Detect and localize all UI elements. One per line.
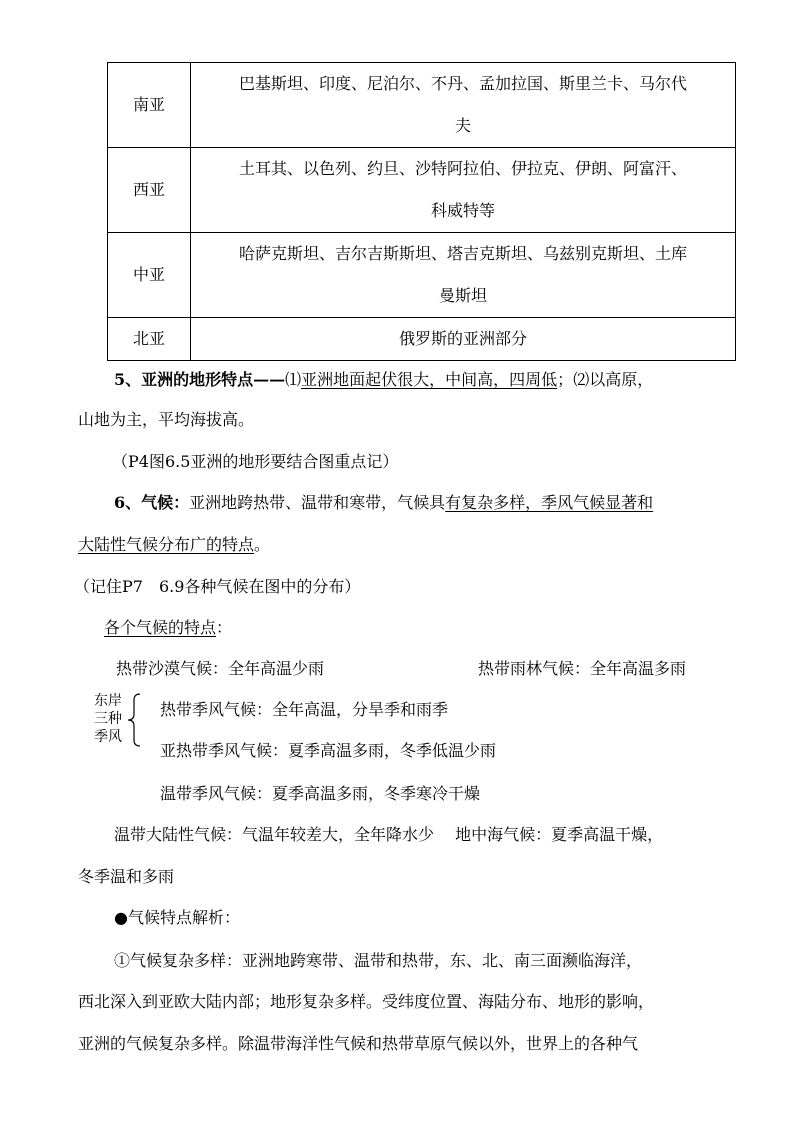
point-2-text: ⑵以高原， [573, 370, 654, 389]
countries-line: 曼斯坦 [438, 286, 487, 305]
point-1-text: 亚洲地面起伏很大，中间高，四周低 [301, 370, 558, 389]
region-country-table [107, 62, 736, 361]
region-cell: 西亚 [108, 148, 191, 233]
countries-cell [191, 148, 736, 233]
section-6-underlined: 大陆性气候分布广的特点 [78, 535, 255, 554]
desert-climate: 热带沙漠气候：全年高温少雨 [116, 659, 325, 678]
countries-cell: 俄罗斯的亚洲部分 [191, 318, 736, 361]
bracket-label-line: 季风 [94, 729, 122, 745]
countries-line: 科威特等 [430, 201, 495, 220]
separator: ； [557, 370, 574, 389]
tropical-monsoon-climate: 热带季风气候：全年高温，分旱季和雨季 [160, 700, 449, 719]
subtropical-monsoon-climate: 亚热带季风气候：夏季高温多雨，冬季低温少雨 [160, 741, 497, 760]
analysis-paragraph-line: 西北深入到亚欧大陆内部；地形复杂多样。受纬度位置、海陆分布、地形的影响， [78, 992, 655, 1011]
countries-line: 土耳其、以色列、约旦、沙特阿拉伯、伊拉克、伊朗、阿富汗、 [238, 159, 687, 178]
curly-brace-icon [126, 692, 142, 748]
section-5-line-2: 山地为主，平均海拔高。 [78, 410, 255, 429]
countries-line: 哈萨克斯坦、吉尔吉斯斯坦、塔吉克斯坦、乌兹别克斯坦、土库 [238, 244, 687, 263]
table-row [108, 318, 736, 361]
region-cell: 中亚 [108, 233, 191, 318]
region-cell: 北亚 [108, 318, 191, 361]
continental-mediterranean-line-1: 温带大陆性气候：气温年较差大，全年降水少 地中海气候：夏季高温干燥， [114, 825, 664, 844]
climates-title [104, 618, 232, 638]
section-5-line-1 [114, 370, 653, 390]
analysis-paragraph-line: ①气候复杂多样：亚洲地跨寒带、温带和热带，东、北、南三面濒临海洋， [114, 951, 643, 970]
section-6-line-1 [114, 493, 653, 513]
table-row [108, 148, 736, 233]
climates-title-text: 各个气候的特点 [104, 618, 217, 637]
section-6-heading: 6、气候： [114, 493, 190, 512]
bracket-label-line: 东岸 [94, 693, 122, 709]
section-6-text: 亚洲地跨热带、温带和寒带，气候具 [189, 493, 446, 512]
table-row [108, 233, 736, 318]
rainforest-climate: 热带雨林气候：全年高温多雨 [478, 659, 687, 678]
region-cell: 南亚 [108, 63, 191, 148]
monsoon-bracket-label [92, 692, 124, 746]
section-6-line-2 [78, 535, 270, 555]
colon: ： [216, 618, 233, 637]
section-6-note: （记住P7 6.9各种气候在图中的分布） [74, 577, 361, 596]
countries-line: 巴基斯坦、印度、尼泊尔、不丹、孟加拉国、斯里兰卡、马尔代 [238, 74, 687, 93]
temperate-monsoon-climate: 温带季风气候：夏季高温多雨，冬季寒冷干燥 [160, 784, 481, 803]
countries-cell [191, 63, 736, 148]
table-row [108, 63, 736, 148]
section-6-underlined: 有复杂多样，季风气候显著和 [445, 493, 654, 512]
countries-line: 夫 [454, 116, 471, 135]
continental-mediterranean-line-2: 冬季温和多雨 [78, 867, 175, 886]
section-5-note: （P4图6.5亚洲的地形要结合图重点记） [112, 452, 399, 471]
analysis-heading: ●气候特点解析： [114, 908, 240, 927]
section-5-heading: 5、亚洲的地形特点—— [114, 370, 286, 389]
analysis-paragraph-line: 亚洲的气候复杂多样。除温带海洋性气候和热带草原气候以外，世界上的各种气 [78, 1034, 639, 1053]
point-1-number: ⑴ [285, 370, 302, 389]
period: 。 [254, 535, 271, 554]
bracket-label-line: 三种 [94, 711, 122, 727]
countries-cell [191, 233, 736, 318]
